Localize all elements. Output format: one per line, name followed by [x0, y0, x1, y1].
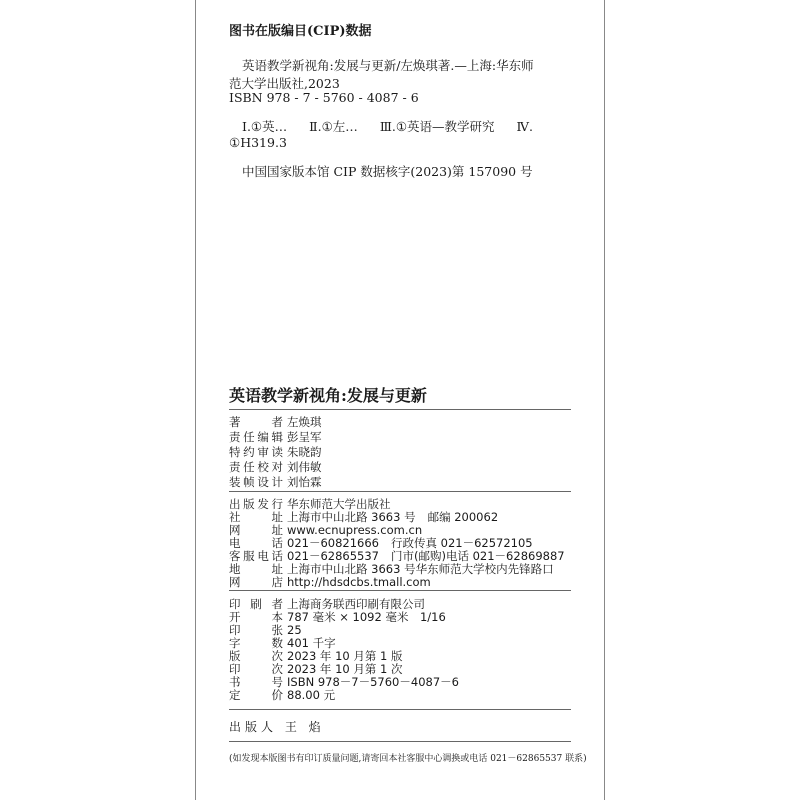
specs-label: 印 刷 者 — [229, 597, 283, 611]
specs-value-text: 88.00 元 — [287, 688, 336, 702]
publisher-value-extra: 门市(邮购)电话 021－62869887 — [390, 549, 565, 563]
specs-value-text: 2023 年 10 月第 1 次 — [287, 662, 403, 676]
specs-value-text: ISBN 978－7－5760－4087－6 — [287, 675, 459, 689]
specs-value — [287, 687, 335, 703]
credits-row — [229, 444, 322, 460]
cip-classification — [242, 117, 533, 135]
cip-class-1: Ⅰ.①英… — [242, 119, 288, 134]
publisher-label: 客服电话 — [229, 549, 283, 563]
specs-value-text: 2023 年 10 月第 1 版 — [287, 649, 403, 663]
credits-row — [229, 474, 322, 490]
specs-label: 印 张 — [229, 623, 283, 637]
page-border-left — [195, 0, 196, 800]
publisher-value-extra: 行政传真 021－62572105 — [390, 536, 533, 550]
specs-value-text: 25 — [287, 623, 302, 637]
title-rule — [229, 409, 571, 410]
specs-value — [287, 609, 446, 625]
publisher-label: 社 址 — [229, 510, 283, 524]
publisher-value-text: 021－62865537 — [287, 549, 379, 563]
credits-row — [229, 459, 322, 475]
credits-value — [287, 414, 322, 430]
cip-line-2: 范大学出版社,2023 — [229, 76, 340, 91]
cip-isbn: ISBN 978 - 7 - 5760 - 4087 - 6 — [229, 90, 419, 105]
credits-label: 责任编辑 — [229, 430, 283, 444]
footer-note: (如发现本版图书有印订质量问题,请寄回本社客服中心调换或电话 021－62865537 联系) — [229, 754, 587, 764]
publisher-rule — [229, 590, 571, 591]
footer-rule — [229, 741, 571, 742]
credits-value-text: 朱晓韵 — [287, 445, 322, 459]
publisher-value-extra: 邮编 200062 — [427, 510, 499, 524]
credits-value-text: 刘怡霖 — [287, 475, 322, 489]
publisher-value-text: www.ecnupress.com.cn — [287, 523, 423, 537]
cip-class-3: Ⅲ.①英语—教学研究 — [379, 119, 495, 134]
book-title: 英语教学新视角:发展与更新 — [229, 386, 427, 405]
specs-label: 定 价 — [229, 688, 283, 702]
credits-row — [229, 429, 322, 445]
cip-line-1: 英语教学新视角:发展与更新/左焕琪著.—上海:华东师 — [242, 58, 534, 73]
publisher-value-text: 上海市中山北路 3663 号 — [287, 510, 416, 524]
credits-value — [287, 459, 322, 475]
credits-value-text: 左焕琪 — [287, 415, 322, 429]
cip-heading: 图书在版编目(CIP)数据 — [229, 24, 372, 39]
specs-value-text: 787 毫米 × 1092 毫米 1/16 — [287, 610, 446, 624]
specs-row — [229, 687, 335, 703]
publisher-value-text: http://hdsdcbs.tmall.com — [287, 575, 431, 589]
credits-value — [287, 444, 322, 460]
credits-rule — [229, 491, 571, 492]
publisher-value-text: 021－60821666 — [287, 536, 379, 550]
credits-value-text: 刘伟敏 — [287, 460, 322, 474]
specs-rule — [229, 709, 571, 710]
credits-row — [229, 414, 322, 430]
credits-label: 装帧设计 — [229, 475, 283, 489]
publisher-label: 网 址 — [229, 523, 283, 537]
credits-label: 责任校对 — [229, 460, 283, 474]
specs-label: 字 数 — [229, 636, 283, 650]
publisher-label: 出版发行 — [229, 497, 283, 511]
publisher-label: 电 话 — [229, 536, 283, 550]
specs-value-text: 上海商务联西印刷有限公司 — [287, 597, 425, 611]
cip-class-4: Ⅳ. — [516, 119, 534, 134]
specs-label: 印 次 — [229, 662, 283, 676]
cip-record: 中国国家版本馆 CIP 数据核字(2023)第 157090 号 — [242, 164, 533, 179]
cip-class-2: Ⅱ.①左… — [309, 119, 358, 134]
specs-label: 开 本 — [229, 610, 283, 624]
publisher-value-text: 华东师范大学出版社 — [287, 497, 391, 511]
credits-label: 著 者 — [229, 415, 283, 429]
publisher-row — [229, 574, 431, 590]
publisher-value — [287, 574, 431, 590]
page-border-right — [604, 0, 605, 800]
specs-label: 书 号 — [229, 675, 283, 689]
credits-label: 特约审读 — [229, 445, 283, 459]
credits-value — [287, 474, 322, 490]
publisher-value-text: 上海市中山北路 3663 号华东师范大学校内先锋路口 — [287, 562, 554, 576]
publisher-label: 网 店 — [229, 575, 283, 589]
cip-class-5: ①H319.3 — [229, 135, 287, 150]
specs-label: 版 次 — [229, 649, 283, 663]
specs-value-text: 401 千字 — [287, 636, 336, 650]
publisher-label: 地 址 — [229, 562, 283, 576]
publisher-person: 出版人 王 焰 — [229, 720, 325, 734]
credits-value — [287, 429, 322, 445]
credits-value-text: 彭呈军 — [287, 430, 322, 444]
